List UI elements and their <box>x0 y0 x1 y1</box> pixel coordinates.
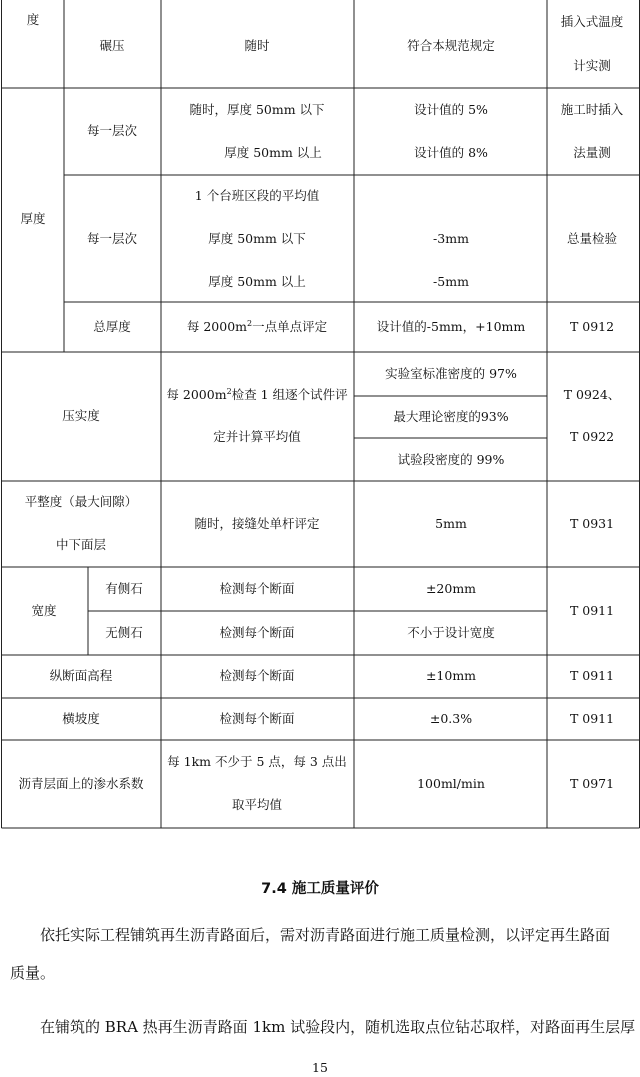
page-number: 15 <box>312 1060 328 1075</box>
compaction-freq-suffix: 检查 1 组逐个试件评 <box>231 387 348 402</box>
permeability-freq-line2: 取平均值 <box>231 797 283 812</box>
thickness-a-freq-line1: 随时，厚度 50mm 以下 <box>189 102 325 117</box>
header-col4: 符合本规范规定 <box>407 38 495 53</box>
header-col1-tail: 度 <box>26 12 40 27</box>
cross-slope-val: ±0.3% <box>429 711 473 726</box>
total-thickness-freq-suffix: 一点单点评定 <box>252 319 328 334</box>
thickness-a-method-line1: 施工时插入 <box>560 102 624 117</box>
compaction-label: 压实度 <box>62 408 100 423</box>
compaction-val2: 最大理论密度的93% <box>393 409 509 424</box>
header-col5-line2: 计实测 <box>573 58 611 73</box>
elevation-freq: 检测每个断面 <box>219 668 295 683</box>
paragraph1-line1: 依托实际工程铺筑再生沥青路面后，需对沥青路面进行施工质量检测，以评定再生路面 <box>40 926 611 944</box>
width-method: T 0911 <box>569 603 615 618</box>
compaction-val1: 实验室标准密度的 97% <box>385 366 517 381</box>
compaction-freq-prefix: 每 2000m <box>166 387 227 402</box>
paragraph1-line2: 质量。 <box>10 964 56 982</box>
elevation-method: T 0911 <box>569 668 615 683</box>
total-thickness-val: 设计值的-5mm，+10mm <box>376 319 526 334</box>
header-col2: 碾压 <box>99 38 125 53</box>
flatness-label-line2: 中下面层 <box>55 537 107 552</box>
total-thickness-freq-prefix: 每 2000m <box>186 319 248 334</box>
cross-slope-freq: 检测每个断面 <box>219 711 295 726</box>
permeability-freq-line1: 每 1km 不少于 5 点，每 3 点出 <box>167 754 347 769</box>
total-thickness-label: 总厚度 <box>93 319 131 334</box>
thickness-b-val-line3: -5mm <box>433 274 469 289</box>
thickness-b-freq-line2: 厚度 50mm 以下 <box>208 231 306 246</box>
thickness-layer-b-label: 每一层次 <box>86 231 138 246</box>
thickness-a-val-line2: 设计值的 8% <box>414 145 488 160</box>
width-sub1: 有侧石 <box>105 581 143 596</box>
cross-slope-label: 横坡度 <box>62 711 100 726</box>
total-thickness-freq <box>187 320 327 334</box>
thickness-label: 厚度 <box>20 211 46 226</box>
width-sub1-freq: 检测每个断面 <box>219 581 295 596</box>
flatness-val: 5mm <box>435 516 467 531</box>
header-col3: 随时 <box>244 38 270 53</box>
paragraph2-line1: 在铺筑的 BRA 热再生沥青路面 1km 试验段内，随机选取点位钻芯取样，对路面再生层厚 <box>40 1018 636 1036</box>
thickness-a-val-line1: 设计值的 5% <box>414 102 488 117</box>
width-sub2-freq: 检测每个断面 <box>219 625 295 640</box>
thickness-layer-a-label: 每一层次 <box>86 123 138 138</box>
thickness-a-freq-line2: 厚度 50mm 以上 <box>224 145 322 160</box>
cross-slope-method: T 0911 <box>569 711 615 726</box>
thickness-b-freq-line1: 1 个台班区段的平均值 <box>194 188 320 203</box>
width-sub2-val: 不小于设计宽度 <box>407 625 495 640</box>
header-col5-line1: 插入式温度 <box>560 14 624 29</box>
thickness-b-freq-line3: 厚度 50mm 以上 <box>208 274 306 289</box>
permeability-val: 100ml/min <box>417 776 485 791</box>
compaction-val3: 试验段密度的 99% <box>397 452 505 467</box>
flatness-freq: 随时，接缝处单杆评定 <box>194 516 320 531</box>
width-sub1-val: ±20mm <box>425 581 477 596</box>
compaction-method-line1: T 0924、 <box>563 387 621 402</box>
compaction-method-line2: T 0922 <box>569 429 615 444</box>
thickness-b-method: 总量检验 <box>566 231 618 246</box>
permeability-method: T 0971 <box>569 776 615 791</box>
compaction-freq-line2: 定并计算平均值 <box>213 429 301 444</box>
flatness-method: T 0931 <box>569 516 615 531</box>
compaction-freq-sup: 2 <box>226 386 232 396</box>
permeability-label: 沥青层面上的渗水系数 <box>18 776 144 791</box>
section-heading: 7.4 施工质量评价 <box>261 881 379 897</box>
total-thickness-freq-sup: 2 <box>247 318 253 328</box>
flatness-label-line1: 平整度（最大间隙） <box>24 494 138 509</box>
thickness-b-val-line2: -3mm <box>433 231 469 246</box>
elevation-label: 纵断面高程 <box>49 668 113 683</box>
width-label: 宽度 <box>31 603 57 618</box>
width-sub2: 无侧石 <box>105 625 143 640</box>
total-thickness-method: T 0912 <box>569 319 615 334</box>
thickness-a-method-line2: 法量测 <box>573 145 611 160</box>
compaction-freq-line1 <box>166 388 347 402</box>
elevation-val: ±10mm <box>425 668 477 683</box>
